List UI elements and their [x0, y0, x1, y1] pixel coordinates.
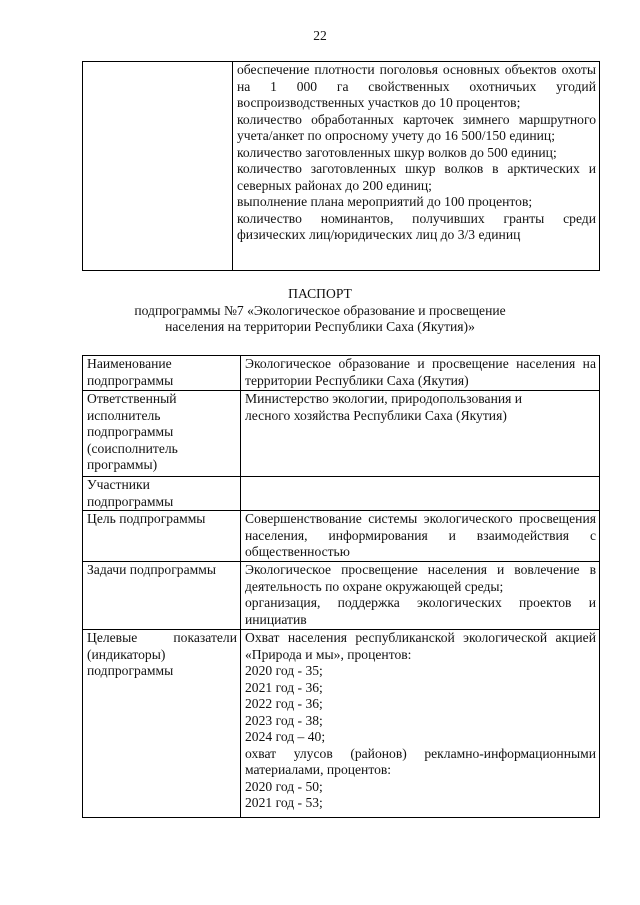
row-label-text: Ответственный исполнитель подпрограммы (соисполнитель программы)	[87, 391, 178, 472]
passport-heading	[0, 286, 640, 336]
indicator-item: количество заготовленных шкур волков в арктических и северных районах до 200 единиц;	[237, 161, 596, 193]
table-row	[83, 62, 600, 271]
row-value	[241, 477, 600, 511]
row-label: Наименование подпрограммы	[83, 356, 241, 391]
row-value	[241, 562, 600, 630]
indicator-line: 2024 год – 40;	[245, 729, 326, 744]
indicator-line: 2022 год - 36;	[245, 696, 323, 711]
table-row	[83, 477, 600, 511]
row-label: Задачи подпрограммы	[83, 562, 241, 630]
row-label	[83, 630, 241, 818]
row-value	[241, 391, 600, 477]
passport-table	[82, 355, 600, 818]
passport-subtitle-line2: населения на территории Республики Саха (Якутия)»	[165, 319, 475, 334]
table-row	[83, 391, 600, 477]
row-value	[241, 356, 600, 391]
passport-title: ПАСПОРТ	[288, 286, 352, 301]
indicator-line: охват улусов (районов) рекламно-информационными материалами, процентов:	[245, 745, 596, 777]
passport-subtitle-line1: подпрограммы №7 «Экологическое образование и просвещение	[134, 302, 506, 318]
page-number: 22	[313, 28, 327, 43]
empty-cell	[83, 62, 233, 271]
indicator-line: 2020 год - 50;	[245, 778, 323, 794]
row-value-text: Экологическое образование и просвещение населения на территории Республики Саха (Якутия)	[245, 356, 596, 388]
continuation-table	[82, 61, 600, 271]
row-label-text: Участники подпрограммы	[87, 477, 174, 509]
indicator-item: количество номинантов, получивших гранты среди физических лиц/юридических лиц до 3/3 единиц	[237, 210, 596, 242]
indicator-item: выполнение плана мероприятий до 100 процентов;	[237, 194, 533, 209]
row-label	[83, 477, 241, 511]
row-value-text: Министерство экологии, природопользования и лесного хозяйства Республики Саха (Якутия)	[245, 391, 523, 423]
indicators-cell	[233, 62, 600, 271]
row-value-text: Совершенствование системы экологического просвещения населения, информирования и взаимодействия с общественностью	[245, 511, 596, 559]
indicator-line: 2020 год - 35;	[245, 663, 323, 678]
table-row	[83, 630, 600, 818]
row-value	[241, 630, 600, 818]
task-item: Экологическое просвещение населения и вовлечение в деятельность по охране окружающей среды;	[245, 562, 596, 594]
indicator-line: 2021 год - 36;	[245, 679, 323, 695]
indicator-line: 2023 год - 38;	[245, 712, 323, 728]
row-label-text: Целевые показатели (индикаторы) подпрограммы	[87, 630, 237, 678]
row-label: Цель подпрограммы	[83, 511, 241, 562]
task-item: организация, поддержка экологических проектов и инициатив	[245, 595, 596, 627]
indicator-line: Охват населения республиканской экологической акцией «Природа и мы», процентов:	[245, 630, 596, 662]
indicator-line: 2021 год - 53;	[245, 795, 323, 810]
table-row	[83, 356, 600, 391]
indicator-item: количество заготовленных шкур волков до 500 единиц;	[237, 144, 557, 160]
row-label	[83, 391, 241, 477]
table-row	[83, 511, 600, 562]
indicator-item: количество обработанных карточек зимнего маршрутного учета/анкет по опросному учету до 16 500/150 единиц;	[237, 111, 596, 143]
table-row	[83, 562, 600, 630]
indicator-item: обеспечение плотности поголовья основных объектов охоты на 1 000 га свойственных охотничьих угодий воспроизводственных участков до 10 процентов;	[237, 62, 596, 110]
row-value	[241, 511, 600, 562]
